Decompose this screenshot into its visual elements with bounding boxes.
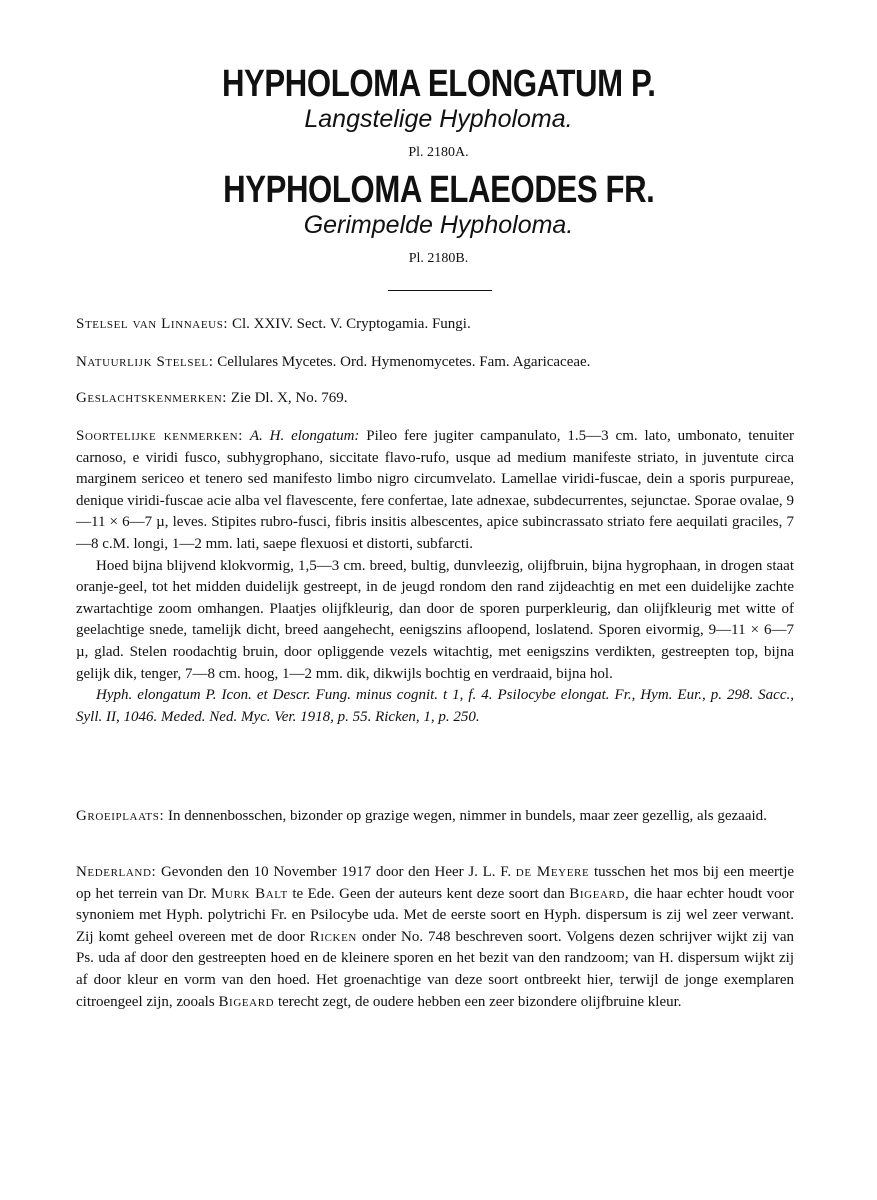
natuurlijk-stelsel-paragraph: [76, 352, 794, 374]
person-name-balt: Murk Balt: [211, 885, 288, 902]
groeiplaats-label: Groeiplaats:: [76, 808, 165, 824]
divider-rule: [388, 290, 492, 291]
stelsel-linnaeus-text: Cl. XXIV. Sect. V. Cryptogamia. Fungi.: [231, 316, 471, 332]
references: Hyph. elongatum P. Icon. et Descr. Fung. minus cognit. t 1, f. 4. Psilocybe elongat. Fr., Hym. Eur., p. 298. Sacc., Syll. II, 1046. Meded. Ned. Myc. Ver. 1918, p. 55. Ricken, 1, p. 250.: [76, 687, 794, 725]
author-name-bigeard: Bigeard,: [569, 885, 630, 902]
stelsel-linnaeus-paragraph: [76, 314, 794, 336]
groeiplaats-text: In dennenbosschen, bizonder op grazige wegen, nimmer in bundels, maar zeer gezellig, als gezaaid.: [167, 808, 767, 824]
natuurlijk-stelsel-text: Cellulares Mycetes. Ord. Hymenomycetes. Fam. Agaricaceae.: [217, 354, 591, 370]
latin-description: [76, 426, 794, 556]
author-name-bigeard-2: Bigeard: [218, 993, 275, 1010]
nederland-text-6: terecht zegt, de oudere hebben een zeer bizondere olijfbruine kleur.: [277, 993, 682, 1010]
nederland-label: Nederland:: [76, 864, 157, 880]
nederland-text-3: te Ede. Geen der auteurs kent deze soort dan: [292, 885, 565, 902]
geslachtskenmerken-label: Geslachtskenmerken:: [76, 390, 228, 406]
species-subtitle-1: Langstelige Hypholoma.: [304, 105, 573, 133]
nederland-text-5: onder No. 748 beschreven soort. Volgens dezen schrijver wijkt zij van Ps. uda af door den gestreepten hoed en de kleinere sporen en het bezit van den randzoom; van H. dispersum wijkt zij af door kleur en vorm van den hoed. Het groenachtige van deze soort ontbreekt hier, terwijl de jonge exemplaren citroengeel zijn, zooals: [76, 928, 795, 1010]
person-name-meyere: de Meyere: [515, 864, 590, 880]
geslachtskenmerken-text: Zie Dl. X, No. 769.: [230, 390, 348, 406]
plate-number-2: Pl. 2180B.: [408, 251, 469, 266]
geslachtskenmerken-paragraph: [76, 388, 794, 410]
natuurlijk-stelsel-label: Natuurlijk Stelsel:: [76, 354, 214, 370]
dutch-description: Hoed bijna blijvend klokvormig, 1,5—3 cm. breed, bultig, dunvleezig, olijfbruin, bijna hygrophaan, in drogen staat oranje-geel, tot het midden duidelijk gestreept, in de jeugd rondom den rand zijdeachtig en met een duidelijke zachte zwartachtige zoom omhangen. Plaatjes olijfkleurig, dan door de sporen purperkleurig, dan olijfkleurig met witte of geelachtige snede, tamelijk dicht, breed aangehecht, eenigszins afloopend, loslatend. Sporen eivormig, 9—11 × 6—7 µ, glad. Stelen roodachtig bruin, door opliggende vezels witachtig, met eenigszins verdikten, gestreepten top, bijna gelijk dik, tenger, 7—8 cm. hoog, 1—2 mm. dik, dikwijls bochtig en verdraaid, bijna hol.: [76, 557, 794, 682]
groeiplaats-paragraph: [76, 806, 794, 828]
nederland-text-2: tusschen het mos bij een meertje op het terrein van Dr.: [76, 864, 795, 902]
species-title-2: HYPHOLOMA ELAEODES FR.: [223, 169, 655, 211]
nederland-text-1: Gevonden den 10 November 1917 door den Heer J. L. F.: [160, 864, 512, 880]
latin-text: Pileo fere jugiter campanulato, 1.5—3 cm. lato, umbonato, tenuiter carnoso, e viridi fusco, subhygrophano, siccitate flavo-rufo, usque ad medium manifeste striato, in juventute circa marginem sericeo et tenero sed manifesto limbo nigro circumvelato. Lamellae viridi-fuscae, dein a sporis purpureae, denique viridi-fuscae acie alba vel flavescente, fere confertae, late adnexae, subdecurrentes, sejunctae. Sporae ovalae, 9—11 × 6—7 µ, leves. Stipites rubro-fusci, fibris insitis albescentes, apice subincrassato striato fere aequilati graciles, 7—8 c.M. longi, 1—2 mm. lati, saepe flexuosi et distorti, subfarcti.: [76, 428, 795, 552]
author-name-ricken: Ricken: [309, 928, 357, 945]
soortelijke-label: Soortelijke kenmerken:: [76, 428, 243, 444]
nederland-text-4: die haar echter houdt voor synoniem met Hyph. polytrichi Fr. en Psilocybe uda. Met de eerste soort en Hyph. dispersum is zij wel zeer verwant. Zij komt geheel overeen met de door: [76, 885, 795, 945]
nederland-paragraph: [76, 862, 794, 1013]
species-name: A. H. elongatum:: [249, 428, 360, 444]
soortelijke-section: [76, 426, 794, 728]
species-subtitle-2: Gerimpelde Hypholoma.: [303, 211, 574, 239]
stelsel-linnaeus-label: Stelsel van Linnaeus:: [76, 316, 229, 332]
species-title-1: HYPHOLOMA ELONGATUM P.: [221, 63, 656, 105]
plate-number-1: Pl. 2180A.: [408, 145, 469, 160]
